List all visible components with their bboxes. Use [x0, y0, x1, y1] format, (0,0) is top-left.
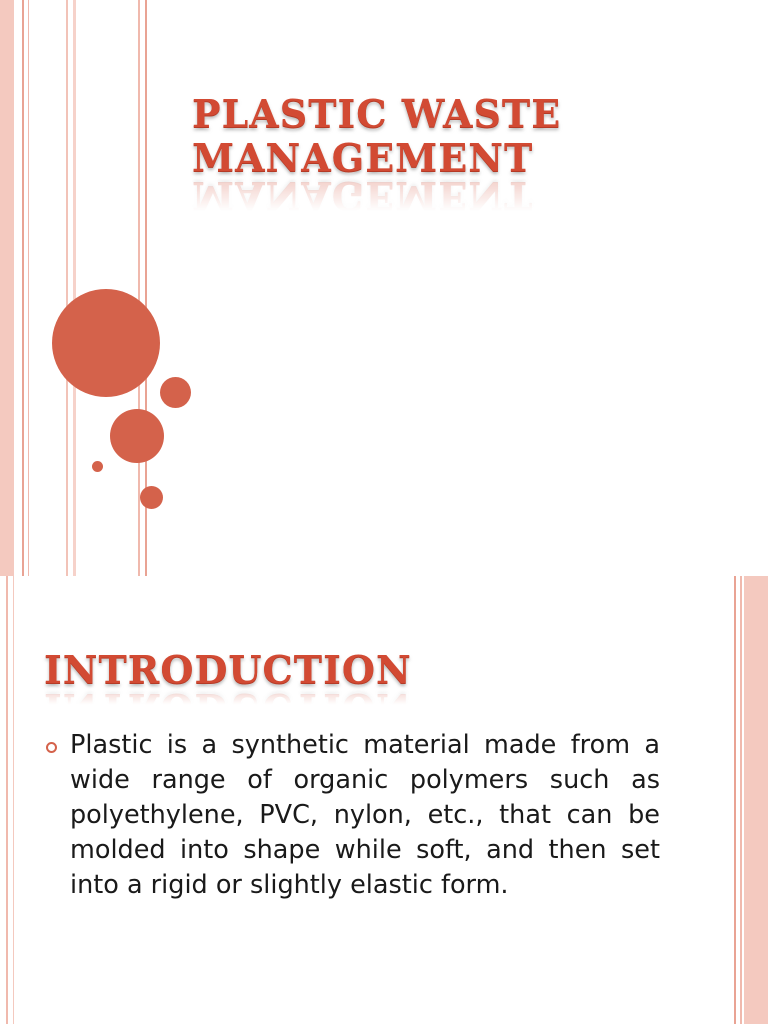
list-item: [46, 728, 666, 903]
title-line: PLASTIC WASTE: [192, 91, 562, 136]
content-slide: [0, 576, 768, 1024]
decorative-stripe: [734, 576, 736, 1024]
bullet-list: [46, 728, 666, 903]
decorative-circle-medium: [110, 409, 164, 463]
decorative-stripe: [66, 0, 68, 576]
slide-title: INTRODUCTION: [44, 647, 412, 692]
slide-title: [192, 92, 632, 180]
decorative-stripe: [13, 576, 14, 1024]
decorative-stripe: [138, 0, 140, 576]
decorative-circle-small: [140, 486, 163, 509]
decorative-stripe: [744, 576, 768, 1024]
decorative-stripe: [740, 576, 742, 1024]
bullet-text: Plastic is a synthetic material made from a wide range of organic polymers such as polyethylene, PVC, nylon, etc., that can be molded into shape while soft, and then set into a rigid or slightly elastic form.: [70, 730, 660, 900]
decorative-circle-small: [160, 377, 191, 408]
decorative-stripe: [73, 0, 76, 576]
decorative-stripe: [28, 0, 29, 576]
bullet-circle-icon: [46, 742, 57, 753]
decorative-stripe: [6, 576, 8, 1024]
title-line: MANAGEMENT: [192, 135, 534, 180]
decorative-circle-large: [52, 289, 160, 397]
decorative-stripe: [0, 0, 14, 576]
decorative-stripe: [22, 0, 24, 576]
decorative-circle-tiny: [92, 461, 103, 472]
